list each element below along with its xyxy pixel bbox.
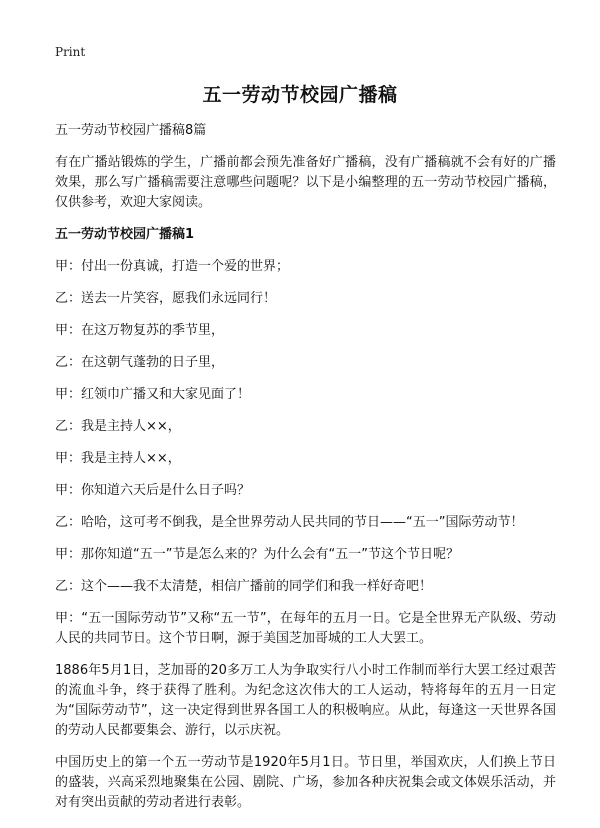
dialog-line: 乙：送去一片笑容，愿我们永远同行！ bbox=[55, 291, 277, 306]
dialog-line: 甲：付出一份真诚，打造一个爱的世界； bbox=[55, 259, 290, 274]
dialog-line: 乙：我是主持人××， bbox=[55, 419, 181, 434]
print-link[interactable]: Print bbox=[55, 45, 86, 59]
body-paragraph: 中国历史上的第一个五一劳动节是1920年5月1日。节日里，举国欢庆，人们换上节日的盛装，兴高采烈地聚集在公园、剧院、广场，参加各种庆祝集会或文体娱乐活动，并对有突出贡献的劳动者进行表彰。 bbox=[55, 755, 556, 810]
intro-paragraph: 有在广播站锻炼的学生，广播前都会预先准备好广播稿，没有广播稿就不会有好的广播效果，那么写广播稿需要注意哪些问题呢？以下是小编整理的五一劳动节校园广播稿，仅供参考，欢迎大家阅读。 bbox=[55, 155, 556, 210]
document-body bbox=[55, 121, 556, 825]
dialog-line: 乙：哈哈，这可考不倒我，是全世界劳动人民共同的节日——“五一”国际劳动节！ bbox=[55, 515, 524, 530]
dialog-line: 乙：这个——我不太清楚，相信广播前的同学们和我一样好奇吧！ bbox=[55, 579, 433, 594]
page-title: 五一劳动节校园广播稿 bbox=[202, 84, 398, 106]
section-heading: 五一劳动节校园广播稿1 bbox=[55, 227, 195, 242]
dialog-line: 甲：那你知道“五一”节是怎么来的？为什么会有“五一”节这个节日呢？ bbox=[55, 547, 459, 562]
document-subtitle: 五一劳动节校园广播稿8篇 bbox=[55, 123, 207, 138]
body-paragraph: 1886年5月1日，芝加哥的20多万工人为争取实行八小时工作制而举行大罢工经过艰苦的流血斗争，终于获得了胜利。为纪念这次伟大的工人运动，特将每年的五月一日定为“国际劳动节”，这一决定得到世界各国工人的积极响应。从此，每逢这一天世界各国的劳动人民都要集会、游行，以示庆祝。 bbox=[55, 663, 556, 738]
dialog-line: 甲：你知道六天后是什么日子吗？ bbox=[55, 483, 251, 498]
dialog-line: 甲：红领巾广播又和大家见面了！ bbox=[55, 387, 251, 402]
dialog-line: 乙：在这朝气蓬勃的日子里， bbox=[55, 355, 225, 370]
dialog-line: 甲：我是主持人××， bbox=[55, 451, 181, 466]
dialog-line: 甲：在这万物复苏的季节里， bbox=[55, 323, 225, 338]
body-paragraph: 甲：“五一国际劳动节”又称“五一节”，在每年的五月一日。它是全世界无产队级、劳动人民的共同节日。这个节日啊，源于美国芝加哥城的工人大罢工。 bbox=[55, 611, 556, 646]
